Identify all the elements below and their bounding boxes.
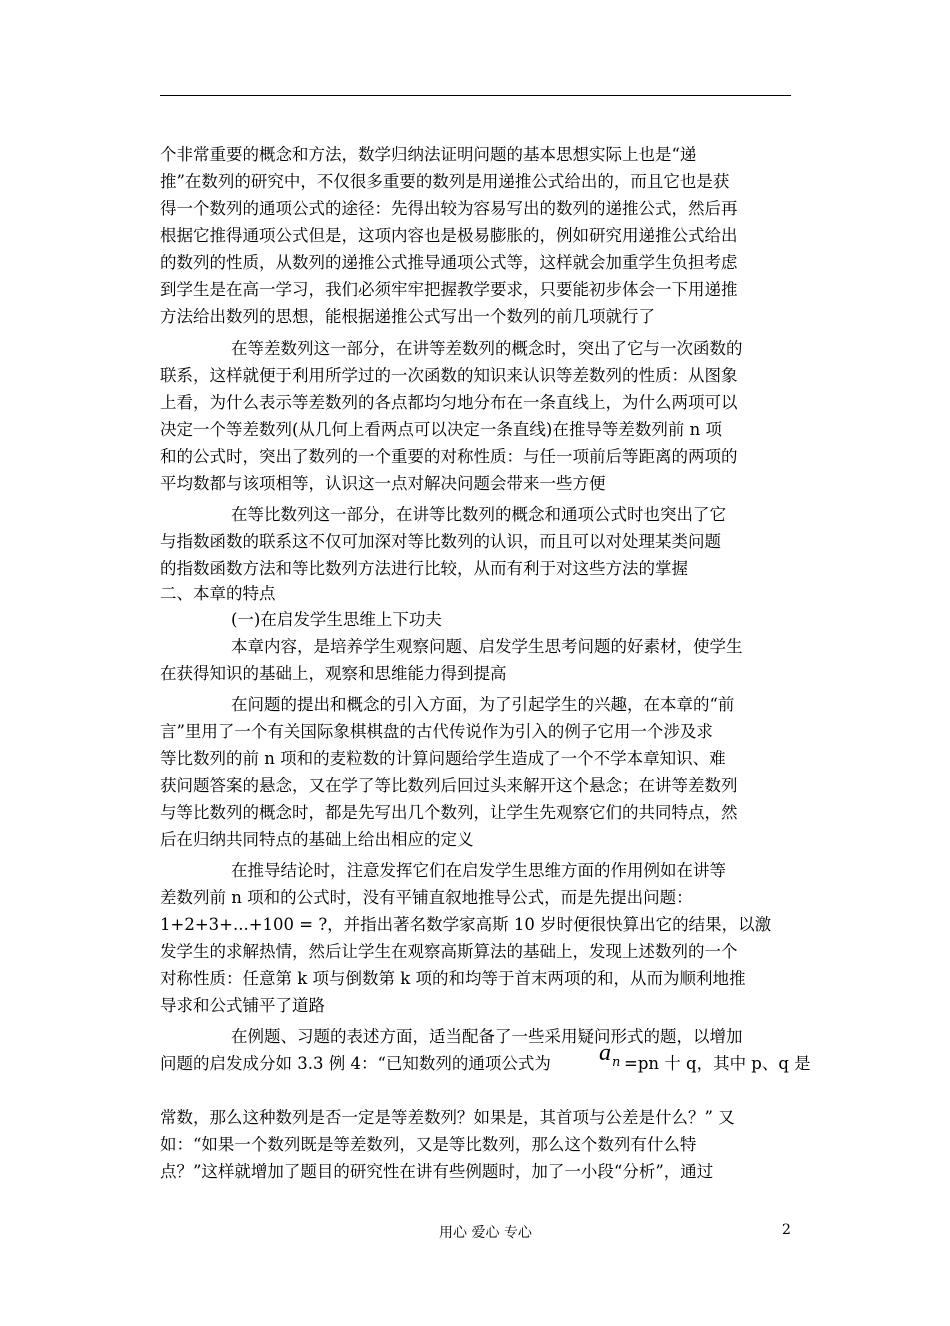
text-line: 言”里用了一个有关国际象棋棋盘的古代传说作为引入的例子它用一个涉及求	[160, 722, 713, 741]
text-line: 推”在数列的研究中，不仅很多重要的数列是用递推公式给出的，而且它也是获	[160, 172, 730, 191]
text-line: 发学生的求解热情，然后让学生在观察高斯算法的基础上，发现上述数列的一个	[160, 942, 738, 961]
text-line: 在获得知识的基础上，观察和思维能力得到提高	[160, 664, 507, 683]
text-line: 差数列前 n 项和的公式时，没有平铺直叙地推导公式，而是先提出问题：	[160, 888, 693, 907]
text-line: 得一个数列的通项公式的途径：先得出较为容易写出的数列的递推公式，然后再	[160, 199, 738, 218]
formula-continuation: =pn 十 q，其中 p、q 是	[624, 1054, 811, 1073]
text-line: 二、本章的特点	[160, 584, 276, 603]
text-line: 后在归纳共同特点的基础上给出相应的定义	[160, 830, 474, 849]
text-line: 决定一个等差数列(从几何上看两点可以决定一条直线)在推导等差数列前 n 项	[160, 420, 722, 439]
text-line: 与等比数列的概念时，都是先写出几个数列，让学生先观察它们的共同特点，然	[160, 803, 738, 822]
text-line: 导求和公式铺平了道路	[160, 996, 325, 1015]
text-line: 方法给出数列的思想，能根据递推公式写出一个数列的前几项就行了	[160, 307, 655, 326]
text-line: 对称性质：任意第 k 项与倒数第 k 项的和均等于首末两项的和，从而为顺利地推	[160, 969, 746, 988]
text-line: 平均数都与该项相等，认识这一点对解决问题会带来一些方便	[160, 474, 606, 493]
formula-subscript: n	[612, 1055, 621, 1070]
text-line: 在等差数列这一部分，在讲等差数列的概念时，突出了它与一次函数的	[231, 339, 743, 358]
text-line: 和的公式时，突出了数列的一个重要的对称性质：与任一项前后等距离的两项的	[160, 447, 738, 466]
footer-center: 用心 爱心 专心	[439, 1225, 532, 1241]
text-line: 到学生是在高一学习，我们必须牢牢把握教学要求，只要能初步体会一下用递推	[160, 280, 738, 299]
text-line: 个非常重要的概念和方法，数学归纳法证明问题的基本思想实际上也是“递	[160, 145, 697, 164]
text-line: 的数列的性质，从数列的递推公式推导通项公式等，这样就会加重学生负担考虑	[160, 253, 738, 272]
page-number: 2	[782, 1222, 791, 1238]
text-line: 在例题、习题的表述方面，适当配备了一些采用疑问形式的题，以增加	[231, 1027, 743, 1046]
text-line: 根据它推得通项公式但是，这项内容也是极易膨胀的，例如研究用递推公式给出	[160, 226, 738, 245]
formula-symbol: a	[599, 1040, 611, 1066]
formula-an	[599, 1040, 621, 1070]
text-line: 获问题答案的悬念，又在学了等比数列后回过头来解开这个悬念；在讲等差数列	[160, 776, 738, 795]
text-line: 1+2+3+...+100 = ?，并指出著名数学家高斯 10 岁时便很快算出它的结果，以激	[160, 915, 772, 934]
header-rule	[160, 95, 791, 96]
text-line: (一)在启发学生思维上下功夫	[231, 610, 442, 629]
text-line: 在等比数列这一部分，在讲等比数列的概念和通项公式时也突出了它	[231, 505, 726, 524]
text-line: 在推导结论时，注意发挥它们在启发学生思维方面的作用例如在讲等	[231, 861, 726, 880]
text-line: 点？”这样就增加了题目的研究性在讲有些例题时，加了一小段“分析”，通过	[160, 1162, 714, 1181]
text-line: 常数，那么这种数列是否一定是等差数列？如果是，其首项与公差是什么？” 又	[160, 1108, 735, 1127]
text-line: 上看，为什么表示等差数列的各点都均匀地分布在一条直线上，为什么两项可以	[160, 393, 738, 412]
text-line: 本章内容，是培养学生观察问题、启发学生思考问题的好素材，使学生	[231, 637, 743, 656]
text-line: 问题的启发成分如 3.3 例 4：“已知数列的通项公式为	[160, 1054, 551, 1073]
text-line: 如：“如果一个数列既是等差数列，又是等比数列，那么这个数列有什么特	[160, 1135, 697, 1154]
text-line: 等比数列的前 n 项和的麦粒数的计算问题给学生造成了一个不学本章知识、难	[160, 749, 726, 768]
text-line: 与指数函数的联系这不仅可加深对等比数列的认识，而且可以对处理某类问题	[160, 532, 721, 551]
text-line: 联系，这样就便于利用所学过的一次函数的知识来认识等差数列的性质：从图象	[160, 366, 738, 385]
text-line: 的指数函数方法和等比数列方法进行比较，从而有利于对这些方法的掌握	[160, 559, 688, 578]
text-line: 在问题的提出和概念的引入方面，为了引起学生的兴趣，在本章的“前	[231, 695, 735, 714]
